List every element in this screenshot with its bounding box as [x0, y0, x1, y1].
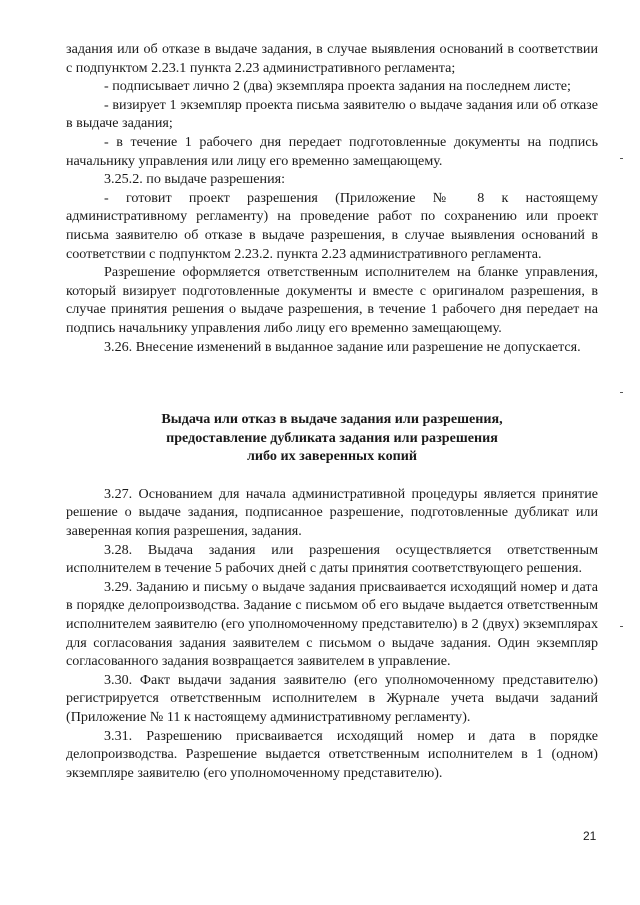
- document-page: [66, 40, 598, 782]
- paragraph-bullet-prepare: - готовит проект разрешения (Приложение № 8 к настоящему административному регламенту) на проведение работ по сохранению или проект письма заявителю об отказе в выдаче разрешения, в случае выявления оснований в соответствии с подпунктом 2.23.2. пункта 2.23 административного регламента.: [66, 189, 598, 262]
- paragraph-3-25-2: 3.25.2. по выдаче разрешения:: [104, 171, 286, 188]
- heading-line-2: предоставление дубликата задания или разрешения: [166, 429, 498, 446]
- paragraph-3-31: 3.31. Разрешению присваивается исходящий номер и дата в порядке делопроизводства. Разрешение выдается ответственным исполнителем в 1 (одном) экземпляре заявителю (его уполномоченному представителю).: [66, 727, 598, 781]
- section-heading: [66, 410, 598, 466]
- paragraph-bullet-sign: - подписывает лично 2 (два) экземпляра проекта задания на последнем листе;: [104, 78, 571, 95]
- page-number: 21: [583, 829, 597, 843]
- paragraph-bullet-transfer: - в течение 1 рабочего дня передает подготовленные документы на подпись начальнику управления или лицу его временно замещающему.: [66, 133, 598, 169]
- paragraph-3-30: 3.30. Факт выдачи задания заявителю (его уполномоченному представителю) регистрируется ответственным исполнителем в Журнале учета выдачи заданий (Приложение № 11 к настоящему административному регламенту).: [66, 671, 598, 725]
- paragraph-3-27: 3.27. Основанием для начала административной процедуры является принятие решение о выдаче задания, подписанное разрешение, подготовленные дубликат или заверенная копия разрешения, задания.: [66, 485, 598, 540]
- paragraph-bullet-visa: - визирует 1 экземпляр проекта письма заявителю о выдаче задания или об отказе в выдаче задания;: [66, 96, 598, 132]
- section-gap: [66, 356, 598, 410]
- paragraph-3-28: 3.28. Выдача задания или разрешения осуществляется ответственным исполнителем в течение 5 рабочих дней с даты принятия соответствующего решения.: [66, 541, 598, 577]
- paragraph-3-26: 3.26. Внесение изменений в выданное задание или разрешение не допускается.: [104, 338, 581, 355]
- scan-mark: [620, 158, 623, 159]
- heading-line-3: либо их заверенных копий: [247, 448, 417, 465]
- heading-line-1: Выдача или отказ в выдаче задания или разрешения,: [161, 411, 503, 428]
- paragraph-permit-form: Разрешение оформляется ответственным исполнителем на бланке управления, который визирует подготовленные документы и вместе с оригиналом разрешения, в случае принятия решения о выдаче разрешения, в течение 1 рабочего дня передает на подпись начальнику управления либо лицу его временно замещающему.: [66, 264, 598, 336]
- paragraph-3-29: 3.29. Заданию и письму о выдаче задания присваивается исходящий номер и дата в порядке делопроизводства. Задание с письмом об его выдаче выдается ответственным исполнителем заявителю (его уполномоченному представителю) в 2 (двух) экземплярах для согласования задания заявителем с письмом о выдаче задания. Один экземпляр согласованного задания возвращается заявителем в управление.: [66, 578, 598, 670]
- scan-mark: [620, 626, 623, 627]
- scan-mark: [620, 392, 623, 393]
- paragraph-continuation: задания или об отказе в выдаче задания, в случае выявления оснований в соответствии с подпунктом 2.23.1 пункта 2.23 административного регламента;: [66, 41, 598, 76]
